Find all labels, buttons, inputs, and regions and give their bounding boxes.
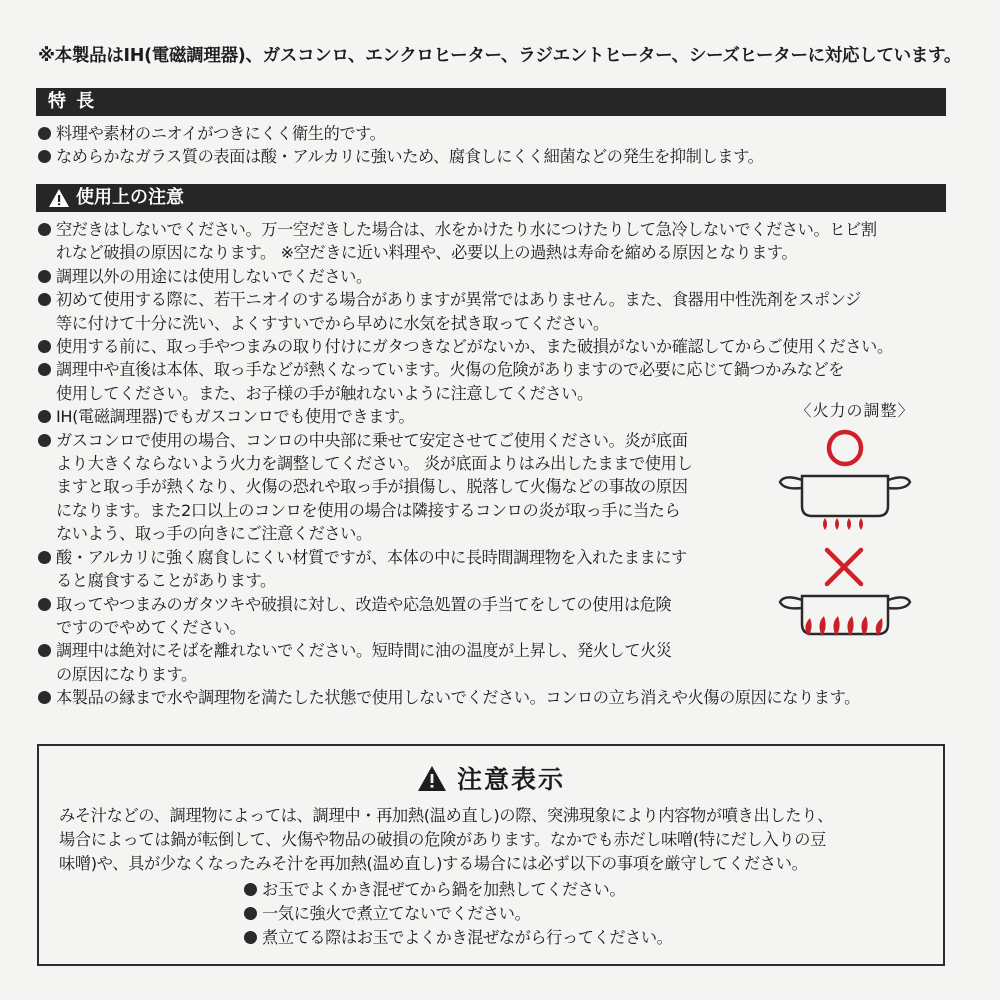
bullet-icon — [244, 907, 257, 920]
heat-adjustment-diagram — [770, 398, 940, 658]
list-item: 取ってやつまみのガタツキや破損に対し、改造や応急処置の手当てをしての使用は危険 ですのでやめてください。 — [38, 593, 893, 640]
bullet-icon — [38, 551, 51, 564]
bullet-icon — [38, 270, 51, 283]
compatibility-note: ※本製品はIH(電磁調理器)、ガスコンロ、エンクロヒーター、ラジエントヒーター、シーズヒーターに対応しています。 — [38, 46, 962, 66]
small-flame-icon — [823, 518, 863, 530]
correct-circle-icon — [829, 432, 861, 464]
notice-header — [39, 760, 943, 796]
features-header — [36, 88, 946, 116]
pot-icon — [780, 596, 910, 634]
bullet-icon — [38, 644, 51, 657]
notice-rules — [244, 878, 672, 950]
bullet-icon — [38, 340, 51, 353]
features-title: 特 長 — [48, 91, 97, 112]
notice-body: みそ汁などの、調理物によっては、調理中・再加熱(温め直し)の際、突沸現象により内容物が噴き出したり、 場合によっては鍋が転倒して、火傷や物品の破損の危険があります。なかでも赤だし味噌(特にだし入りの豆 味噌)や、具が少なくなったみそ汁を再加熱(温め直し)する場合には必ず以下の事項を厳守してください。 — [59, 806, 833, 873]
list-item: お玉でよくかき混ぜてから鍋を加熱してください。 — [244, 878, 672, 902]
list-item: 本製品の縁まで水や調理物を満たした状態で使用しないでください。コンロの立ち消えや火傷の原因になります。 — [38, 686, 893, 709]
list-item: 料理や素材のニオイがつきにくく衛生的です。 — [38, 122, 763, 145]
bullet-icon — [38, 293, 51, 306]
list-item: 酸・アルカリに強く腐食しにくい材質ですが、本体の中に長時間調理物を入れたままにす ると腐食することがあります。 — [38, 546, 893, 593]
pot-icon — [780, 476, 910, 516]
features-list — [38, 122, 763, 169]
list-item: IH(電磁調理器)でもガスコンロでも使用できます。 — [38, 405, 893, 428]
cautions-title: 使用上の注意 — [76, 187, 184, 208]
diagram-label: 〈火力の調整〉 — [795, 401, 915, 420]
list-item: 煮立てる際はお玉でよくかき混ぜながら行ってください。 — [244, 926, 672, 950]
bullet-icon — [38, 598, 51, 611]
list-item: 空だきはしないでください。万一空だきした場合は、水をかけたり水につけたりして急冷しないでください。ヒビ割 れなど破損の原因になります。 ※空だきに近い料理や、必要以上の過熱は寿命を縮める原因となります。 — [38, 218, 893, 265]
list-item: ガスコンロで使用の場合、コンロの中央部に乗せて安定させてご使用ください。炎が底面 より大きくならないよう火力を調整してください。 炎が底面よりはみ出したままで使用し ますと取っ手が熱くなり、火傷の恐れや取っ手が損傷し、脱落して火傷などの事故の原因 になります。また2口以上のコンロを使用の場合は隣接するコンロの炎が取っ手に当たら ないよう、取っ手の向きにご注意ください。 — [38, 429, 893, 546]
warning-icon — [417, 765, 447, 792]
cautions-header — [36, 184, 946, 212]
bullet-icon — [244, 931, 257, 944]
notice-title: 注意表示 — [456, 765, 565, 794]
bullet-icon — [38, 127, 51, 140]
list-item: 一気に強火で煮立てないでください。 — [244, 902, 672, 926]
list-item: 使用する前に、取っ手やつまみの取り付けにガタつきなどがないか、また破損がないか確認してからご使用ください。 — [38, 335, 893, 358]
bullet-icon — [38, 434, 51, 447]
cautions-list — [38, 218, 893, 710]
bullet-icon — [38, 363, 51, 376]
list-item: 調理中は絶対にそばを離れないでください。短時間に油の温度が上昇し、発火して火災 の原因になります。 — [38, 639, 893, 686]
pot-illustrations — [770, 428, 940, 658]
bullet-icon — [38, 150, 51, 163]
bullet-icon — [244, 883, 257, 896]
incorrect-cross-icon — [827, 550, 861, 584]
list-item: 調理以外の用途には使用しないでください。 — [38, 265, 893, 288]
notice-box — [37, 744, 945, 966]
warning-icon — [48, 188, 70, 208]
list-item: 初めて使用する際に、若干ニオイのする場合がありますが異常ではありません。また、食器用中性洗剤をスポンジ 等に付けて十分に洗い、よくすすいでから早めに水気を拭き取ってください。 — [38, 288, 893, 335]
bullet-icon — [38, 223, 51, 236]
list-item: 調理中や直後は本体、取っ手などが熱くなっています。火傷の危険がありますので必要に応じて鍋つかみなどを 使用してください。また、お子様の手が触れないように注意してください。 — [38, 358, 893, 405]
bullet-icon — [38, 691, 51, 704]
bullet-icon — [38, 410, 51, 423]
list-item: なめらかなガラス質の表面は酸・アルカリに強いため、腐食しにくく細菌などの発生を抑制します。 — [38, 145, 763, 168]
